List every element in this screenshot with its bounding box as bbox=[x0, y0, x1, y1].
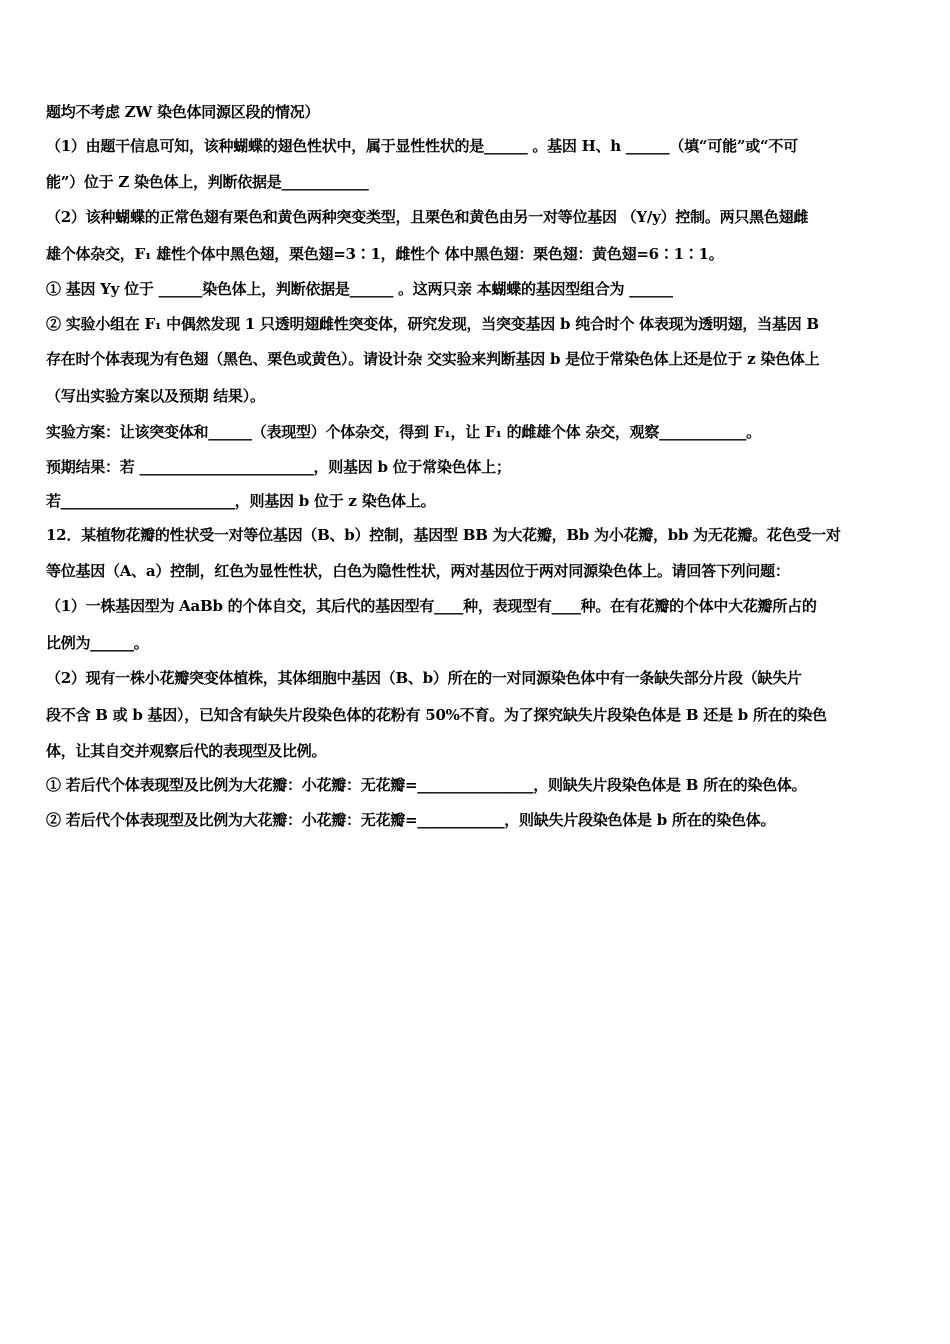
text-line-10: 实验方案：让该突变体和______（表现型）个体杂交，得到 F₁，让 F₁ 的雌雄个体 杂交，观察____________。 bbox=[46, 423, 761, 441]
text-line-11: 预期结果：若 ________________________，则基因 b 位于常染色体上； bbox=[46, 458, 511, 476]
question-12-stem-line-2: 等位基因（A、a）控制，红色为显性性状，白色为隐性性状，两对基因位于两对同源染色体上。请回答下列问题： bbox=[46, 562, 790, 580]
text-line-12: 若________________________，则基因 b 位于 z 染色体上。 bbox=[46, 492, 436, 510]
question-12-stem-line-1: 12．某植物花瓣的性状受一对等位基因（B、b）控制，基因型 BB 为大花瓣，Bb 为小花瓣，bb 为无花瓣。花色受一对 bbox=[46, 526, 841, 544]
text-line-6: ① 基因 Yy 位于 ______染色体上，判断依据是______ 。这两只亲 本蝴蝶的基因型组合为 ______ bbox=[46, 280, 673, 298]
question-12-part1-line-2: 比例为______。 bbox=[46, 634, 149, 652]
text-line-4: （2）该种蝴蝶的正常色翅有栗色和黄色两种突变类型，且栗色和黄色由另一对等位基因 （Y/y）控制。两只黑色翅雌 bbox=[46, 208, 809, 226]
question-12-option-2: ② 若后代个体表现型及比例为大花瓣：小花瓣：无花瓣=____________，则缺失片段染色体是 b 所在的染色体。 bbox=[46, 811, 776, 829]
text-line-2: （1）由题干信息可知，该种蝴蝶的翅色性状中，属于显性性状的是______ 。基因 H、h ______（填“可能”或“不可 bbox=[46, 137, 798, 155]
text-line-1: 题均不考虑 ZW 染色体同源区段的情况） bbox=[46, 103, 320, 121]
question-12-part1-line-1: （1）一株基因型为 AaBb 的个体自交，其后代的基因型有____种，表现型有____种。在有花瓣的个体中大花瓣所占的 bbox=[46, 597, 817, 615]
question-12-option-1: ① 若后代个体表现型及比例为大花瓣：小花瓣：无花瓣=________________，则缺失片段染色体是 B 所在的染色体。 bbox=[46, 776, 807, 794]
text-line-3: 能”）位于 Z 染色体上，判断依据是____________ bbox=[46, 173, 369, 191]
question-12-part2-line-3: 体，让其自交并观察后代的表现型及比例。 bbox=[46, 742, 327, 760]
text-line-7: ② 实验小组在 F₁ 中偶然发现 1 只透明翅雌性突变体，研究发现，当突变基因 b 纯合时个 体表现为透明翅，当基因 B bbox=[46, 315, 819, 333]
text-line-8: 存在时个体表现为有色翅（黑色、栗色或黄色）。请设计杂 交实验来判断基因 b 是位于常染色体上还是位于 z 染色体上 bbox=[46, 350, 820, 368]
text-line-5: 雄个体杂交，F₁ 雄性个体中黑色翅，栗色翅=3∶1，雌性个 体中黑色翅：栗色翅：黄色翅=6∶1∶1。 bbox=[46, 245, 724, 263]
question-12-part2-line-2: 段不含 B 或 b 基因），已知含有缺失片段染色体的花粉有 50%不育。为了探究缺失片段染色体是 B 还是 b 所在的染色 bbox=[46, 706, 827, 724]
question-12-part2-line-1: （2）现有一株小花瓣突变体植株，其体细胞中基因（B、b）所在的一对同源染色体中有一条缺失部分片段（缺失片 bbox=[46, 669, 802, 687]
text-line-9: （写出实验方案以及预期 结果）。 bbox=[46, 387, 265, 405]
